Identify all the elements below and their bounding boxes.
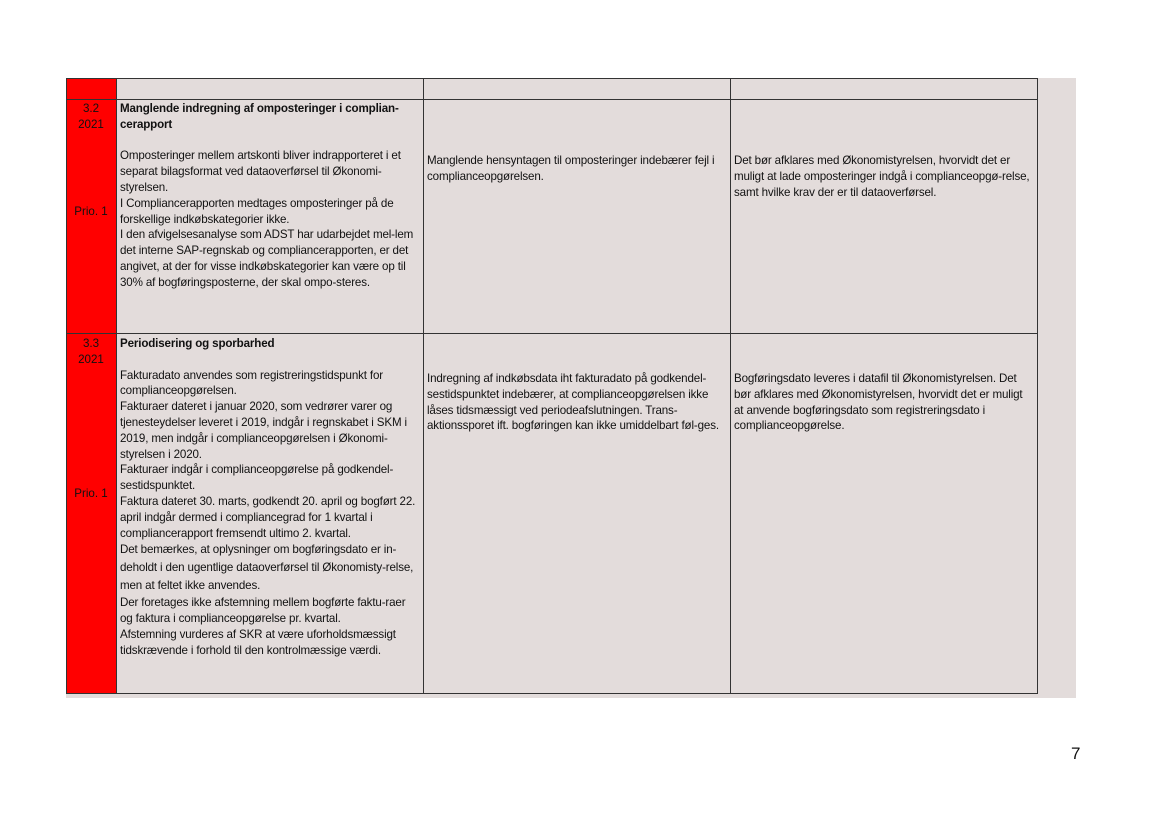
row-title: Periodisering og sporbarhed — [120, 337, 275, 350]
row-year: 2021 — [78, 352, 104, 366]
row-year: 2021 — [78, 117, 104, 131]
description-paragraph: Fakturadato anvendes som registreringstidspunkt for complianceopgørelsen. — [120, 368, 384, 398]
recommendation-cell: Bogføringsdato leveres i datafil til Økonomistyrelsen. Det bør afklares med Økonomistyrelsen, hvorvidt det er muligt at anvende bogføringsdato som registreringsdato i complianceopgørelse. — [734, 372, 1023, 433]
description-paragraph: I den afvigelsesanalyse som ADST har udarbejdet mel-lem det interne SAP-regnskab og compliancerapporten, er det angivet, at der for visse indkøbskategorier kan være op til 30% af bogføringsposterne, der skal ompo-steres. — [120, 228, 414, 289]
description-cell — [120, 101, 420, 291]
description-paragraph: Det bemærkes, at oplysninger om bogføringsdato er in-deholdt i den ugentlige dataoverførsel til Økonomisty-relse, men at feltet ikke anvendes. — [120, 543, 414, 593]
description-cell — [120, 336, 420, 659]
description-paragraph: Fakturaer indgår i complianceopgørelse på godkendel-sestidspunktet. — [120, 463, 394, 493]
priority-label: Prio. 1 — [74, 487, 108, 500]
description-paragraph: I Compliancerapporten medtages omposteringer på de forskellige indkøbskategorier ikke. — [120, 196, 394, 226]
priority-column — [66, 78, 116, 694]
grid-vertical-line — [1037, 78, 1038, 694]
grid-vertical-line — [423, 78, 424, 694]
grid-horizontal-line — [66, 78, 1038, 79]
description-paragraph: Der foretages ikke afstemning mellem bogførte faktu-raer og faktura i complianceopgørelse pr. kvartal. — [120, 596, 406, 626]
recommendation-cell: Det bør afklares med Økonomistyrelsen, hvorvidt det er muligt at lade omposteringer indgå i complianceopgø-relse, samt hvilke krav der er til dataoverførsel. — [734, 154, 1030, 199]
consequence-cell: Indregning af indkøbsdata iht fakturadato på godkendel-sestidspunktet indebærer, at complianceopgørelsen ikke låses tidsmæssigt ved periodeafslutningen. Trans-aktionssporet ift. bogføringen kan ikke umiddelbart føl-ges. — [427, 372, 719, 433]
row-id — [66, 101, 116, 132]
grid-horizontal-line — [66, 333, 1038, 334]
grid-vertical-line — [66, 78, 67, 694]
grid-horizontal-line — [66, 99, 1038, 100]
description-paragraph: Omposteringer mellem artskonti bliver indrapporteret i et separat bilagsformat ved dataoverførsel til Økonomi-styrelsen. — [120, 149, 401, 194]
row-id — [66, 336, 116, 367]
grid-vertical-line — [116, 78, 117, 694]
description-paragraph: Afstemning vurderes af SKR at være uforholdsmæssigt tidskrævende i forhold til den kontrolmæssige værdi. — [120, 627, 396, 657]
priority-label: Prio. 1 — [74, 205, 108, 218]
grid-vertical-line — [730, 78, 731, 694]
row-title: Manglende indregning af omposteringer i complian- cerapport — [120, 102, 399, 131]
row-number: 3.2 — [82, 102, 100, 115]
description-paragraph: Fakturaer dateret i januar 2020, som vedrører varer og tjenesteydelser leveret i 2019, indgår i regnskabet i SKM i 2019, men indgår i complianceopgørelsen i Økonomi-styrelsen i 2020. — [120, 400, 407, 461]
page-number: 7 — [1071, 744, 1081, 763]
consequence-cell: Manglende hensyntagen til omposteringer indebærer fejl i complianceopgørelsen. — [427, 154, 715, 183]
description-paragraph: Faktura dateret 30. marts, godkendt 20. april og bogført 22. april indgår dermed i compliancegrad for 1 kvartal i compliancerapport fremsendt ultimo 2. kvartal. — [120, 494, 416, 540]
grid-horizontal-line — [66, 693, 1038, 694]
row-number: 3.3 — [82, 337, 100, 350]
